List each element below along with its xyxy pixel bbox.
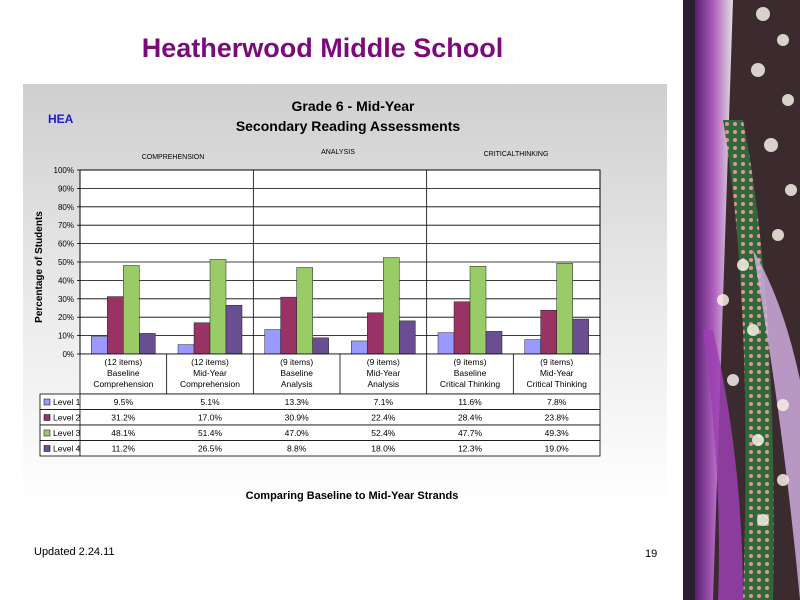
data-label: 30.9% — [284, 412, 309, 423]
y-tick-label: 80% — [57, 202, 74, 212]
strand-label: COMPREHENSION — [141, 154, 205, 161]
data-label: 23.8% — [544, 412, 569, 423]
y-tick-label: 100% — [53, 166, 74, 175]
legend-label: Level 3 — [53, 428, 81, 438]
y-tick-label: 20% — [57, 313, 74, 323]
category-label: (12 items) — [191, 357, 229, 367]
floral-decoration — [683, 0, 800, 600]
category-label: Baseline — [107, 368, 140, 378]
bar — [281, 297, 297, 354]
data-label: 5.1% — [200, 397, 220, 407]
x-axis-label: Comparing Baseline to Mid-Year Strands — [245, 490, 459, 502]
bar — [351, 341, 367, 354]
data-label: 7.1% — [373, 397, 394, 407]
data-label: 52.4% — [371, 428, 396, 438]
category-label: Baseline — [280, 368, 313, 378]
category-label: Critical Thinking — [526, 379, 587, 389]
updated-date: Updated 2.24.11 — [34, 546, 115, 558]
y-tick-label: 10% — [57, 331, 74, 341]
chart-panel — [23, 84, 667, 508]
bar — [139, 333, 155, 354]
data-label: 22.4% — [371, 412, 396, 423]
data-label: 11.6% — [458, 397, 482, 407]
bar — [438, 333, 454, 354]
y-tick-label: 50% — [57, 258, 74, 267]
bar — [107, 297, 123, 354]
bar — [557, 263, 573, 354]
y-tick-label: 60% — [57, 239, 74, 249]
category-label: (9 items) — [366, 357, 400, 367]
legend-label: Level 1 — [53, 397, 81, 407]
data-label: 7.8% — [546, 397, 567, 407]
data-label: 13.3% — [284, 397, 309, 407]
category-label: Comprehension — [179, 379, 241, 389]
strand-label: ANALYSIS — [321, 149, 355, 156]
bar — [399, 321, 415, 354]
data-label: 51.4% — [197, 428, 223, 438]
legend-swatch — [44, 399, 50, 405]
y-tick-label: 0% — [62, 350, 74, 359]
category-label: Critical Thinking — [439, 379, 501, 389]
data-label: 11.2% — [111, 443, 136, 454]
bar — [486, 331, 502, 354]
bar — [226, 305, 242, 354]
data-label: 28.4% — [457, 412, 483, 423]
legend-swatch — [44, 446, 50, 452]
strand-label: CRITICALTHINKING — [483, 151, 549, 158]
slide-title: Heatherwood Middle School — [141, 33, 504, 63]
bar — [525, 340, 541, 354]
data-label: 26.5% — [197, 443, 223, 454]
bar — [194, 323, 210, 354]
bar — [123, 265, 139, 354]
category-label: Mid-Year — [193, 368, 227, 378]
y-tick-label: 90% — [57, 184, 74, 194]
legend-label: Level 2 — [53, 412, 81, 423]
bar — [541, 310, 557, 354]
data-label: 49.3% — [544, 428, 569, 438]
data-label: 18.0% — [371, 443, 396, 454]
bar — [210, 259, 226, 354]
bar — [470, 266, 486, 354]
category-label: (9 items) — [540, 357, 574, 367]
legend-swatch — [44, 415, 50, 421]
y-tick-label: 40% — [57, 276, 74, 286]
bar — [383, 258, 399, 354]
category-label: (12 items) — [104, 357, 143, 367]
data-label: 8.8% — [286, 443, 307, 454]
bar — [91, 337, 107, 354]
data-label: 9.5% — [113, 397, 134, 407]
category-label: Analysis — [280, 379, 313, 389]
bar — [313, 338, 329, 354]
y-tick-label: 70% — [57, 221, 74, 231]
data-label: 47.0% — [284, 428, 309, 438]
bar — [367, 313, 383, 354]
category-label: (9 items) — [280, 357, 314, 367]
data-label: 12.3% — [457, 443, 483, 454]
data-label: 17.0% — [197, 412, 223, 423]
legend-label: Level 4 — [53, 443, 81, 454]
school-code: HEA — [48, 112, 74, 126]
legend-swatch — [44, 430, 50, 436]
bar-chart — [23, 84, 667, 508]
category-label: (9 items) — [453, 357, 487, 367]
bar — [265, 330, 281, 354]
category-label: Analysis — [367, 379, 400, 389]
data-label: 19.0% — [544, 443, 569, 454]
page-number: 19 — [645, 548, 658, 560]
category-label: Mid-Year — [366, 368, 401, 378]
y-tick-label: 30% — [57, 294, 74, 304]
bar — [178, 345, 194, 354]
bar — [297, 268, 313, 354]
category-label: Comprehension — [93, 379, 154, 389]
data-label: 31.2% — [111, 412, 136, 423]
chart-title: Grade 6 - Mid-Year — [291, 98, 415, 114]
y-axis-label: Percentage of Students — [34, 211, 45, 323]
bar — [454, 302, 470, 354]
bar — [573, 319, 589, 354]
category-label: Baseline — [453, 368, 487, 378]
chart-subtitle: Secondary Reading Assessments — [235, 118, 461, 134]
data-label: 47.7% — [457, 428, 483, 438]
category-label: Mid-Year — [539, 368, 574, 378]
data-label: 48.1% — [111, 428, 136, 438]
